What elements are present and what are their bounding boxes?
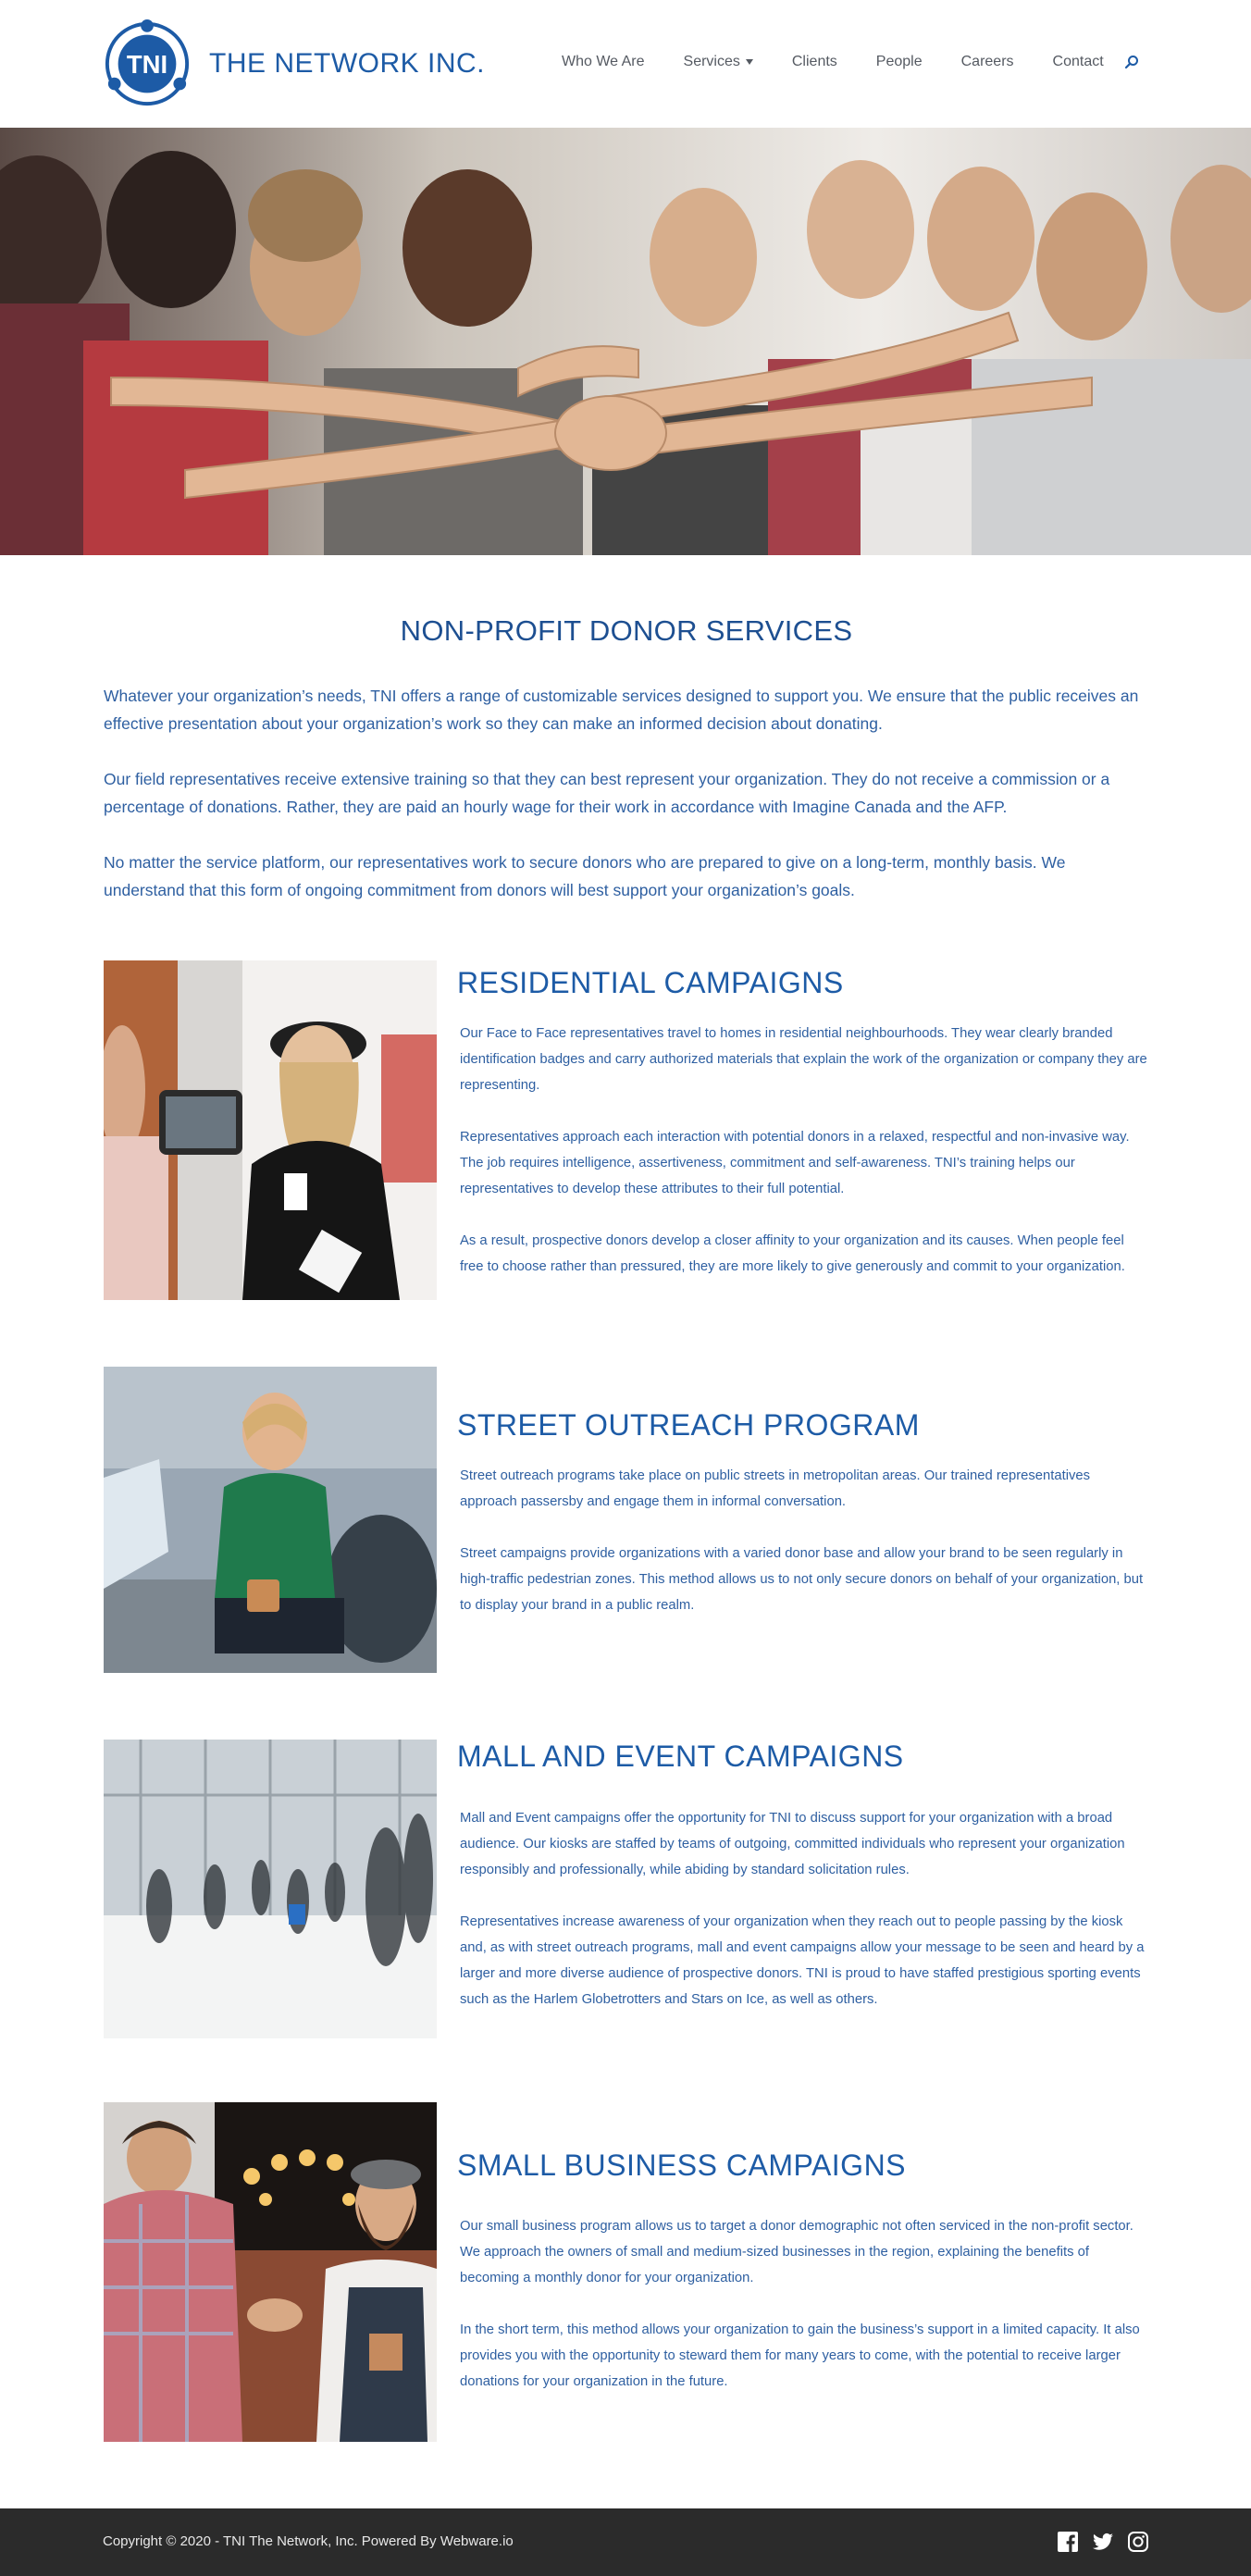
busy-mall-photo bbox=[104, 1740, 437, 2038]
nav-contact[interactable]: Contact bbox=[1052, 54, 1104, 69]
main-nav bbox=[562, 54, 1139, 70]
intro-paragraph: No matter the service platform, our representatives work to secure donors who are prepared to give on a long-term, monthly basis. We understand that this form of ongoing commitment from donors will best support your organization’s goals. bbox=[104, 853, 1066, 899]
nav-services[interactable] bbox=[684, 54, 753, 70]
page-title: NON-PROFIT DONOR SERVICES bbox=[400, 614, 853, 647]
section-paragraph: Street outreach programs take place on public streets in metropolitan areas. Our trained representatives approach passersby and engage them in informal conversation. bbox=[460, 1468, 1091, 1509]
small-business-image bbox=[104, 2102, 437, 2442]
logo-link[interactable] bbox=[102, 19, 485, 109]
site-header bbox=[0, 0, 1251, 128]
section-paragraph: Our small business program allows us to target a donor demographic not often serviced in the non-profit sector. We approach the owners of small and medium-sized businesses in the region, explaining the benefits of becoming a monthly donor for your organization. bbox=[460, 2219, 1133, 2285]
site-footer bbox=[0, 2508, 1251, 2576]
nav-careers[interactable]: Careers bbox=[960, 54, 1014, 69]
section-paragraph: Street campaigns provide organizations with a varied donor base and allow your brand to be seen regularly in high-traffic pedestrian zones. This method allows us to not only secure donors on behalf of your organization, but to display your brand in a public realm. bbox=[460, 1546, 1144, 1613]
section-residential bbox=[0, 960, 1251, 1303]
intro-paragraph: Whatever your organization’s needs, TNI offers a range of customizable services designed to support you. We ensure that the public receives an effective presentation about your organization’s work so they can make an informed decision about donating. bbox=[104, 687, 1139, 733]
intro-section bbox=[0, 555, 1251, 904]
section-small-business bbox=[0, 2102, 1251, 2445]
section-paragraph: Representatives approach each interaction with potential donors in a relaxed, respectful and non-invasive way. The job requires intelligence, assertiveness, commitment and self-awareness. TNI’s training helps our representatives to develop these attributes to their full potential. bbox=[460, 1130, 1130, 1196]
street-outreach-image bbox=[104, 1367, 437, 1673]
search-icon[interactable] bbox=[1124, 55, 1139, 69]
section-mall-event bbox=[0, 1740, 1251, 2045]
nav-clients[interactable]: Clients bbox=[791, 54, 837, 69]
section-title: MALL AND EVENT CAMPAIGNS bbox=[457, 1740, 904, 1773]
copyright-text: Copyright © 2020 - TNI The Network, Inc. Powered By Webware.io bbox=[103, 2533, 514, 2549]
hero-image bbox=[0, 128, 1251, 555]
section-title: SMALL BUSINESS CAMPAIGNS bbox=[457, 2149, 907, 2182]
section-street-outreach bbox=[0, 1367, 1251, 1677]
mall-event-image bbox=[104, 1740, 437, 2038]
brand-name: THE NETWORK INC. bbox=[209, 48, 485, 79]
svg-text:TNI: TNI bbox=[126, 49, 168, 79]
section-paragraph: Representatives increase awareness of your organization when they reach out to people passing by the kiosk and, as with street outreach programs, mall and event campaigns allow your message to be seen and heard by a larger and more diverse audience of prospective donors. TNI is proud to have staffed prestigious sporting events such as the Harlem Globetrotters and Stars on Ice, as well as others. bbox=[460, 1914, 1145, 2007]
woman-on-steps-photo bbox=[104, 1367, 437, 1673]
section-body bbox=[460, 1805, 1148, 2038]
section-body bbox=[460, 2213, 1148, 2421]
canvasser-at-door-photo bbox=[104, 960, 437, 1300]
intro-paragraph: Our field representatives receive extensive training so that they can best represent your organization. They do not receive a commission or a percentage of donations. Rather, they are paid an hourly wage for their work in accordance with Imagine Canada and the AFP. bbox=[104, 770, 1110, 816]
section-title: STREET OUTREACH PROGRAM bbox=[457, 1408, 920, 1442]
section-paragraph: Mall and Event campaigns offer the opportunity for TNI to discuss support for your organization with a broad audience. Our kiosks are staffed by teams of outgoing, committed individuals who represent your organization responsibly and professionally, while abiding by standard solicitation rules. bbox=[460, 1811, 1125, 1877]
facebook-icon[interactable] bbox=[1057, 2531, 1079, 2553]
tni-logo-icon bbox=[102, 19, 192, 109]
section-paragraph: Our Face to Face representatives travel to homes in residential neighbourhoods. They wear clearly branded identification badges and carry authorized materials that explain the work of the organization or company they are representing. bbox=[460, 1026, 1147, 1093]
social-links bbox=[1057, 2531, 1149, 2553]
section-paragraph: In the short term, this method allows your organization to gain the business’s support in a limited capacity. It also provides you with the opportunity to steward them for many years to come, with the potential to receive larger donations for your organization in the future. bbox=[460, 2322, 1140, 2389]
handshake-photo bbox=[104, 2102, 437, 2442]
nav-people[interactable]: People bbox=[875, 54, 923, 69]
section-paragraph: As a result, prospective donors develop a closer affinity to your organization and its causes. When people feel free to choose rather than pressured, they are more likely to give generously and commit to your organization. bbox=[460, 1233, 1125, 1274]
hero-team-photo bbox=[0, 128, 1251, 555]
caret-down-icon bbox=[746, 59, 753, 65]
instagram-icon[interactable] bbox=[1127, 2531, 1149, 2553]
twitter-icon[interactable] bbox=[1092, 2531, 1114, 2553]
section-body bbox=[460, 1021, 1148, 1306]
residential-image bbox=[104, 960, 437, 1300]
nav-services-label: Services bbox=[683, 54, 740, 69]
section-body bbox=[460, 1463, 1148, 1644]
nav-who-we-are[interactable]: Who We Are bbox=[562, 54, 645, 69]
section-title: RESIDENTIAL CAMPAIGNS bbox=[457, 966, 844, 999]
